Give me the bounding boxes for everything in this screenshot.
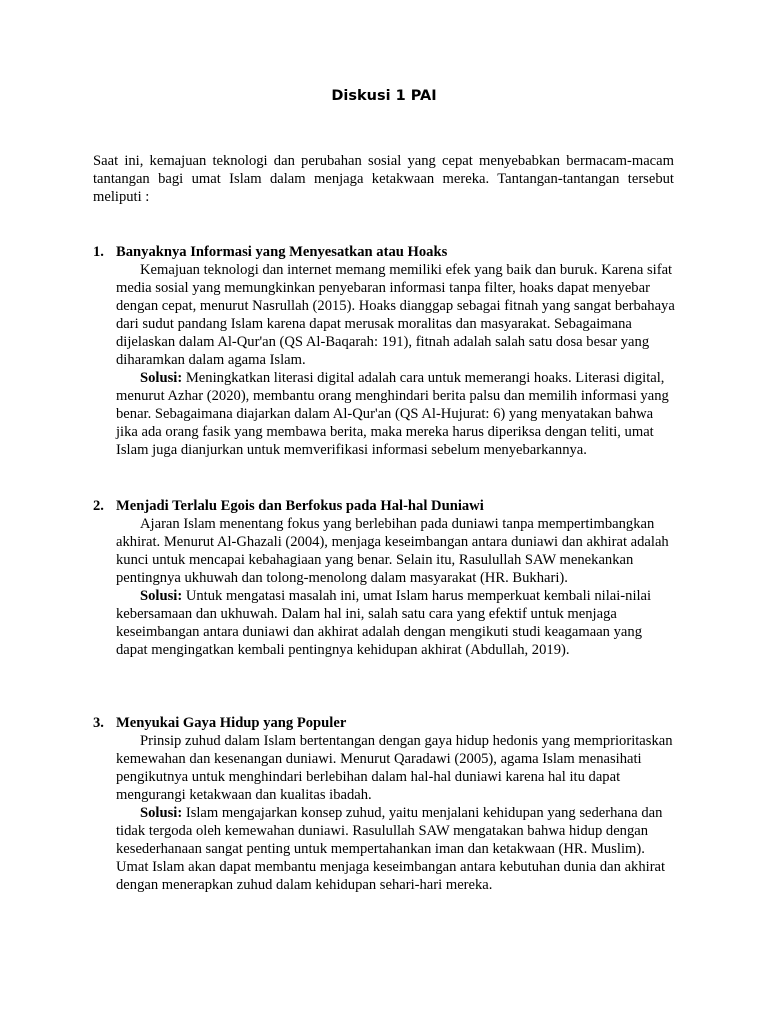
item-paragraph: Kemajuan teknologi dan internet memang memiliki efek yang baik dan buruk. Karena sifat media sosial yang memungkinkan penyebaran informasi tanpa filter, hoaks dapat menyebar dengan cepat, menurut Nasrullah (2015). Hoaks dianggap sebagai fitnah yang sangat berbahaya dari sudut pandang Islam karena dapat merusak moralitas dan masyarakat. Sebagaimana dijelaskan dalam Al-Qur'an (QS Al-Baqarah: 191), fitnah adalah salah satu dosa besar yang diharamkan dalam agama Islam.: [116, 262, 675, 368]
solution-text: Islam mengajarkan konsep zuhud, yaitu menjalani kehidupan yang sederhana dan tidak tergoda oleh kemewahan duniawi. Rasulullah SAW mengatakan bahwa hidup dengan kesederhanaan sangat penting untuk mempertahankan iman dan ketakwaan (HR. Muslim). Umat Islam akan dapat membantu menjaga keseimbangan antara kebutuhan dunia dan akhirat dengan menerapkan zuhud dalam kehidupan sehari-hari mereka.: [116, 805, 666, 893]
item-heading-row: [93, 497, 675, 515]
item-paragraph: Ajaran Islam menentang fokus yang berlebihan pada duniawi tanpa mempertimbangkan akhirat. Menurut Al-Ghazali (2004), menjaga keseimbangan antara duniawi dan akhirat adalah kunci untuk mencapai kebahagiaan yang benar. Selain itu, Rasulullah SAW menekankan pentingnya ukhuwah dan tolong-menolong dalam masyarakat (HR. Bukhari).: [116, 516, 669, 586]
page-title: Diskusi 1 PAI: [331, 88, 437, 104]
solution-label: Solusi:: [140, 588, 183, 604]
item-heading: Banyaknya Informasi yang Menyesatkan atau Hoaks: [116, 244, 448, 260]
item-solution: [116, 587, 675, 659]
item-number: 2.: [93, 498, 104, 514]
solution-label: Solusi:: [140, 805, 183, 821]
item-body: [116, 515, 675, 659]
item-number: 3.: [93, 715, 104, 731]
item-heading: Menyukai Gaya Hidup yang Populer: [116, 715, 347, 731]
list-item: [93, 497, 675, 659]
item-body: [116, 732, 675, 894]
item-heading-row: [93, 243, 675, 261]
list-item: [93, 714, 675, 894]
item-body: [116, 261, 675, 459]
item-number: 1.: [93, 244, 104, 260]
list-item: [93, 243, 675, 459]
solution-text: Meningkatkan literasi digital adalah cara untuk memerangi hoaks. Literasi digital, menurut Azhar (2020), membantu orang menghindari berita palsu dan memilih informasi yang benar. Sebagaimana diajarkan dalam Al-Qur'an (QS Al-Hujurat: 6) yang menyatakan bahwa jika ada orang fasik yang membawa berita, maka mereka harus diperiksa dengan teliti, umat Islam juga dianjurkan untuk memverifikasi informasi sebelum menyebarkannya.: [116, 370, 669, 458]
solution-text: Untuk mengatasi masalah ini, umat Islam harus memperkuat kembali nilai-nilai kebersamaan dan ukhuwah. Dalam hal ini, salah satu cara yang efektif untuk menjaga keseimbangan antara duniawi dan akhirat adalah dengan mengikuti studi keagamaan yang dapat mengingatkan kembali pentingnya kehidupan akhirat (Abdullah, 2019).: [116, 588, 652, 658]
item-paragraph: Prinsip zuhud dalam Islam bertentangan dengan gaya hidup hedonis yang memprioritaskan kemewahan dan kesenangan duniawi. Menurut Qaradawi (2005), agama Islam menasihati pengikutnya untuk menghindari berlebihan dalam hal-hal duniawi karena hal itu dapat mengurangi ketakwaan dan kualitas ibadah.: [116, 733, 673, 803]
intro-paragraph: Saat ini, kemajuan teknologi dan perubahan sosial yang cepat menyebabkan bermacam-macam tantangan bagi umat Islam dalam menjaga ketakwaan mereka. Tantangan-tantangan tersebut meliputi :: [93, 153, 674, 205]
item-solution: [116, 369, 675, 459]
item-solution: [116, 804, 675, 894]
item-heading-row: [93, 714, 675, 732]
solution-label: Solusi:: [140, 370, 183, 386]
item-heading: Menjadi Terlalu Egois dan Berfokus pada Hal-hal Duniawi: [116, 498, 484, 514]
